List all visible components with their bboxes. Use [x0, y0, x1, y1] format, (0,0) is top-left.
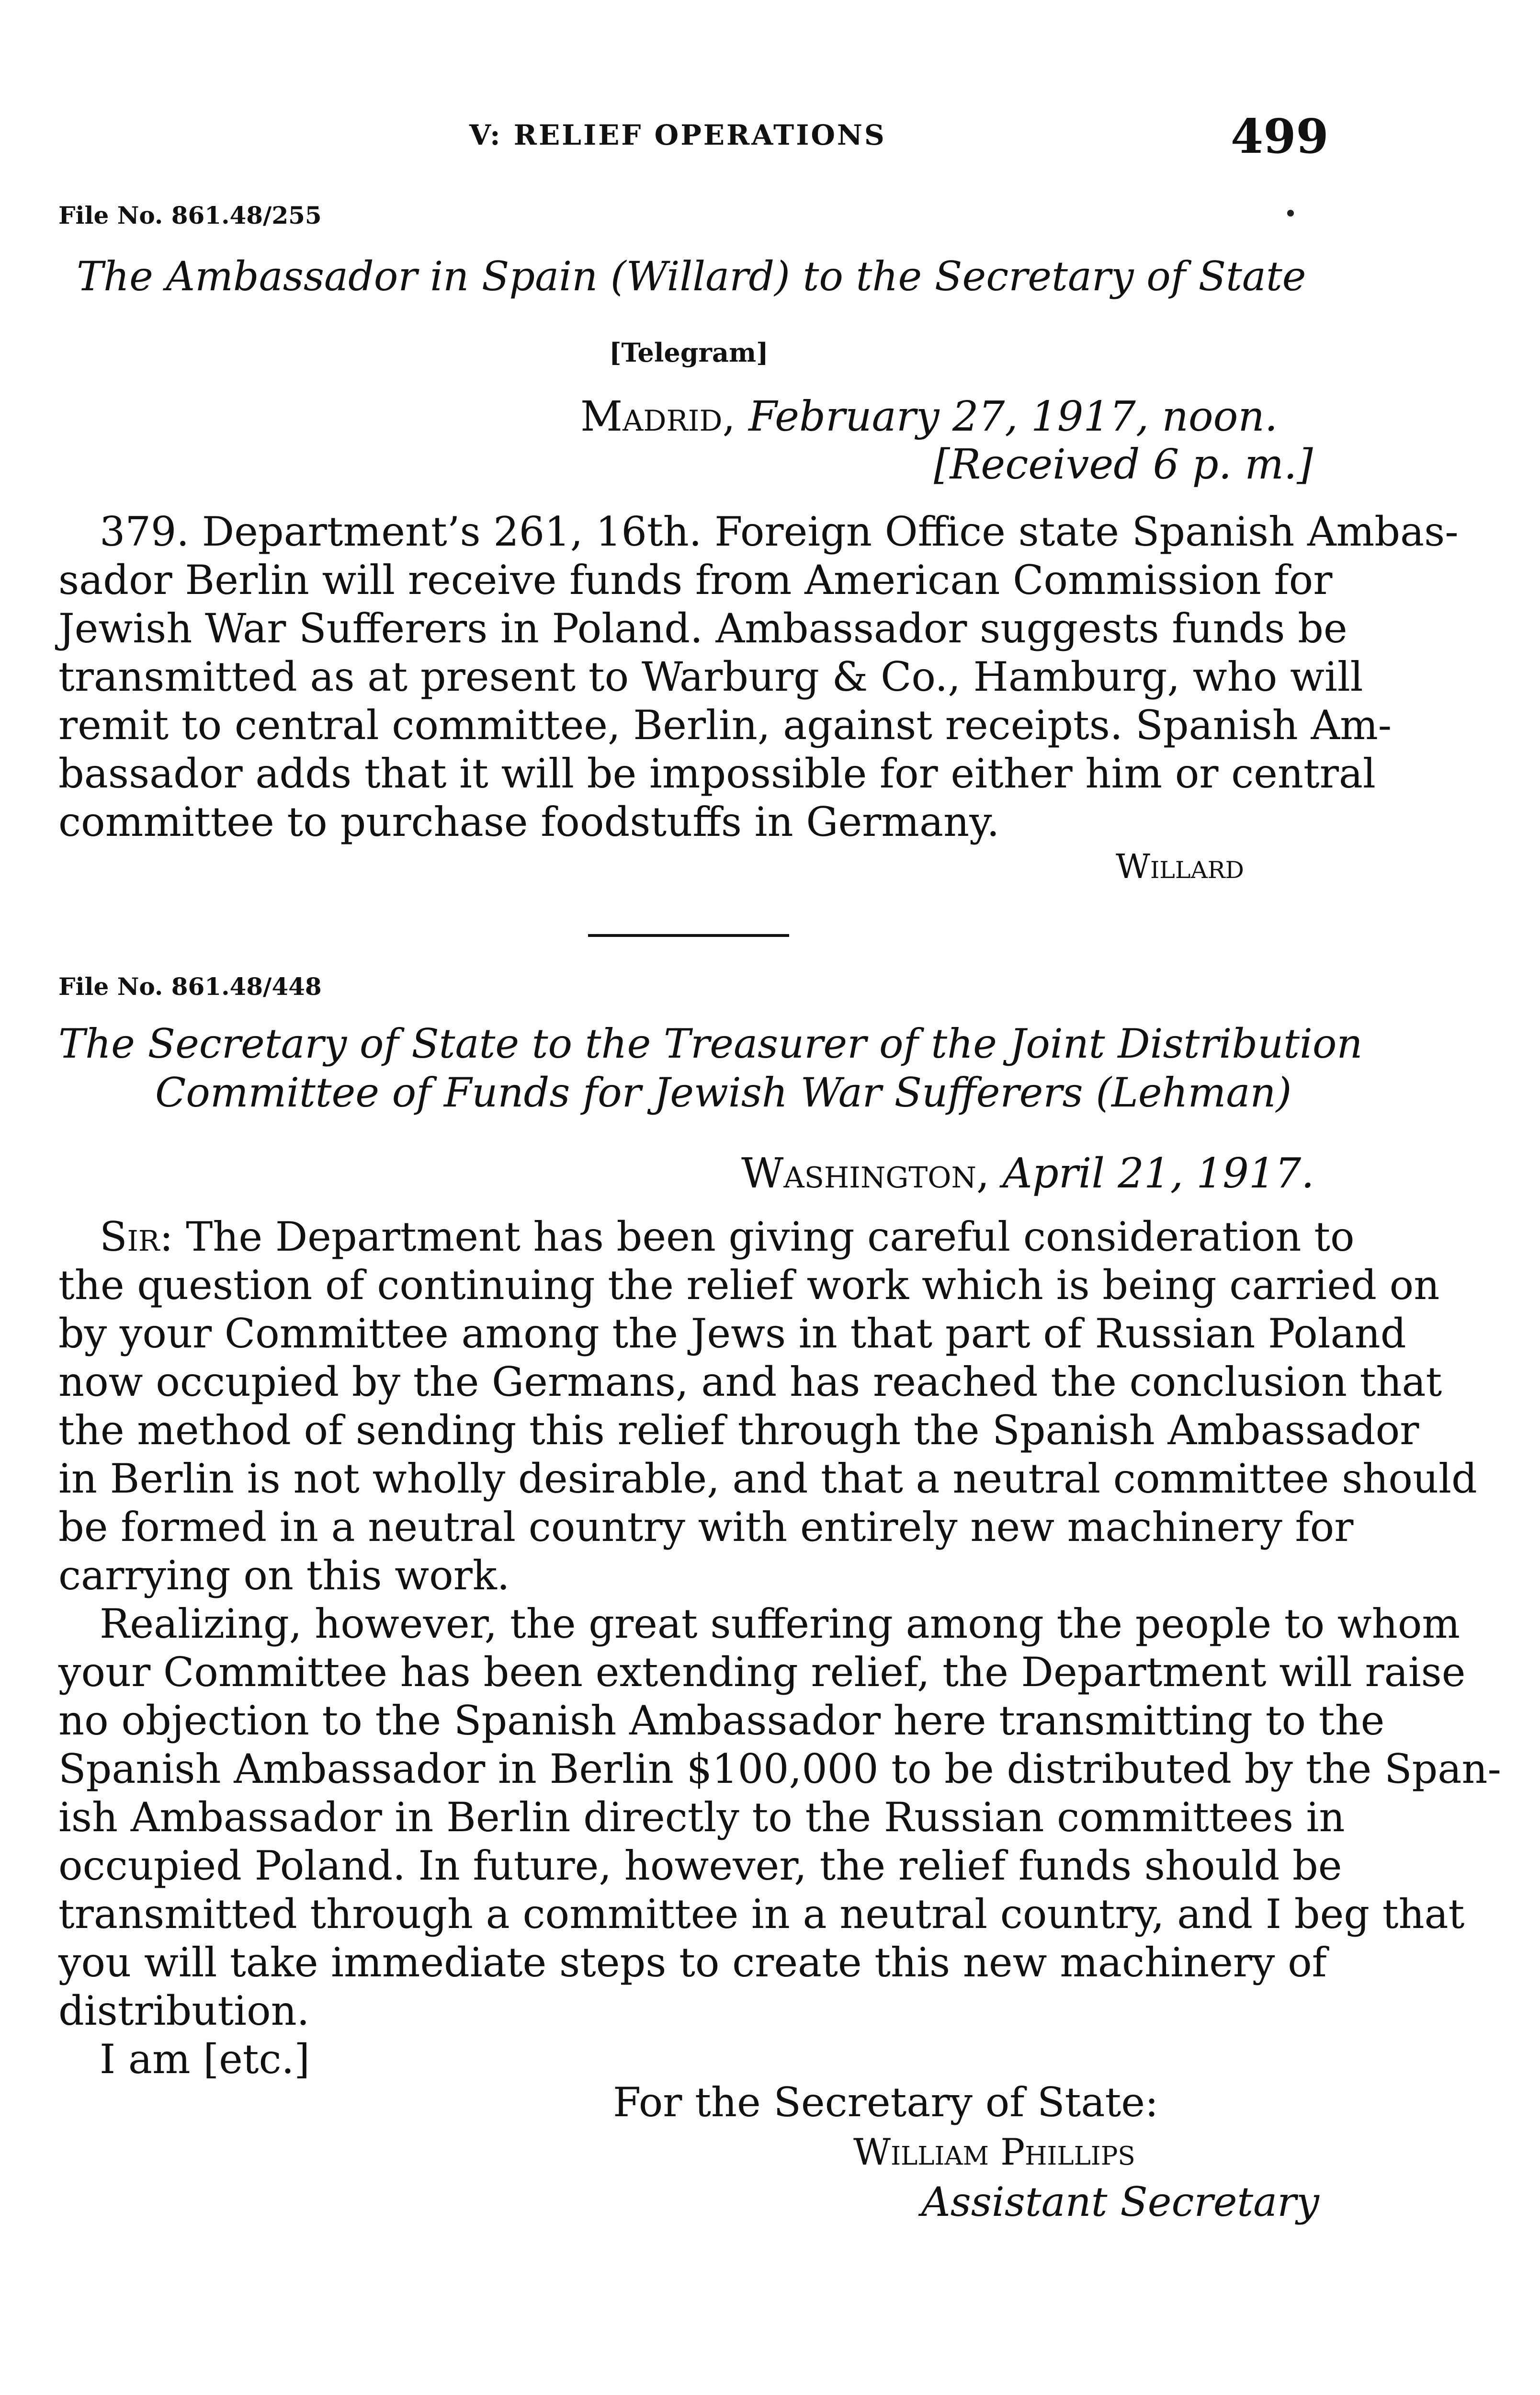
doc1-place: Madrid,: [580, 393, 736, 441]
doc2-line: you will take immediate steps to create this new machinery of: [58, 1939, 1327, 1986]
doc2-salutation: Sir: [100, 1213, 160, 1260]
doc1-dateline: [580, 393, 1278, 441]
doc1-line: Jewish War Sufferers in Poland. Ambassador suggests funds be: [58, 605, 1348, 652]
doc1-type-note: [Telegram]: [609, 337, 769, 368]
doc2-para1-first-text: : The Department has been giving careful consideration to: [159, 1213, 1355, 1260]
doc2-body: [58, 1213, 1501, 2084]
section-divider: [588, 934, 789, 937]
doc2-dateline: [741, 1150, 1314, 1198]
doc2-line: your Committee has been extending relief, the Department will raise: [58, 1649, 1466, 1696]
doc1-signature: Willard: [1116, 847, 1244, 886]
doc1-line: bassador adds that it will be impossible for either him or central: [58, 750, 1376, 797]
doc2-line: the question of continuing the relief work which is being carried on: [58, 1262, 1440, 1309]
doc1-line: committee to purchase foodstuffs in Germany.: [58, 798, 1000, 845]
doc2-line: carrying on this work.: [58, 1552, 510, 1599]
doc2-signature-title: Assistant Secretary: [921, 2178, 1319, 2225]
doc1-line: remit to central committee, Berlin, against receipts. Spanish Am-: [58, 702, 1392, 749]
doc2-line: transmitted through a committee in a neutral country, and I beg that: [58, 1891, 1465, 1938]
doc2-closing: I am [etc.]: [100, 2036, 310, 2083]
doc2-line: distribution.: [58, 1987, 310, 2034]
doc2-signature-name: William Phillips: [853, 2131, 1135, 2173]
page-number: 499: [1231, 109, 1329, 164]
doc2-para1-first-line: [58, 1213, 1355, 1261]
doc1-line: sador Berlin will receive funds from American Commission for: [58, 557, 1333, 604]
doc2-line: now occupied by the Germans, and has reached the conclusion that: [58, 1358, 1442, 1405]
doc1-received: [Received 6 p. m.]: [934, 441, 1313, 489]
doc1-title: The Ambassador in Spain (Willard) to the Secretary of State: [77, 253, 1306, 300]
doc2-signature-line: For the Secretary of State:: [613, 2079, 1159, 2126]
doc2-date: April 21, 1917.: [989, 1150, 1314, 1198]
doc2-line: by your Committee among the Jews in that part of Russian Poland: [58, 1310, 1406, 1357]
doc2-line: in Berlin is not wholly desirable, and that a neutral committee should: [58, 1455, 1477, 1502]
doc2-title-line-1: The Secretary of State to the Treasurer of the Joint Distribution: [58, 1020, 1363, 1067]
doc1-body: [58, 508, 1459, 846]
margin-dot: [1287, 210, 1294, 217]
doc2-place: Washington,: [741, 1150, 990, 1198]
doc2-line: Realizing, however, the great suffering among the people to whom: [100, 1600, 1461, 1647]
doc1-line: transmitted as at present to Warburg & Co., Hamburg, who will: [58, 653, 1363, 700]
running-head: V: RELIEF OPERATIONS: [469, 119, 886, 151]
doc2-line: occupied Poland. In future, however, the relief funds should be: [58, 1842, 1342, 1889]
doc2-line: no objection to the Spanish Ambassador here transmitting to the: [58, 1697, 1385, 1744]
doc2-line: the method of sending this relief through the Spanish Ambassador: [58, 1407, 1419, 1454]
doc2-line: be formed in a neutral country with entirely new machinery for: [58, 1504, 1354, 1551]
doc1-line: 379. Department’s 261, 16th. Foreign Office state Spanish Ambas-: [100, 508, 1459, 555]
doc2-file-number: File No. 861.48/448: [58, 972, 322, 1001]
doc2-line: Spanish Ambassador in Berlin $100,000 to be distributed by the Span-: [58, 1745, 1501, 1792]
doc1-date: February 27, 1917, noon.: [735, 393, 1278, 441]
doc1-file-number: File No. 861.48/255: [58, 201, 322, 229]
doc2-title-line-2: Committee of Funds for Jewish War Sufferers (Lehman): [155, 1069, 1292, 1116]
doc2-line: ish Ambassador in Berlin directly to the Russian committees in: [58, 1794, 1345, 1841]
